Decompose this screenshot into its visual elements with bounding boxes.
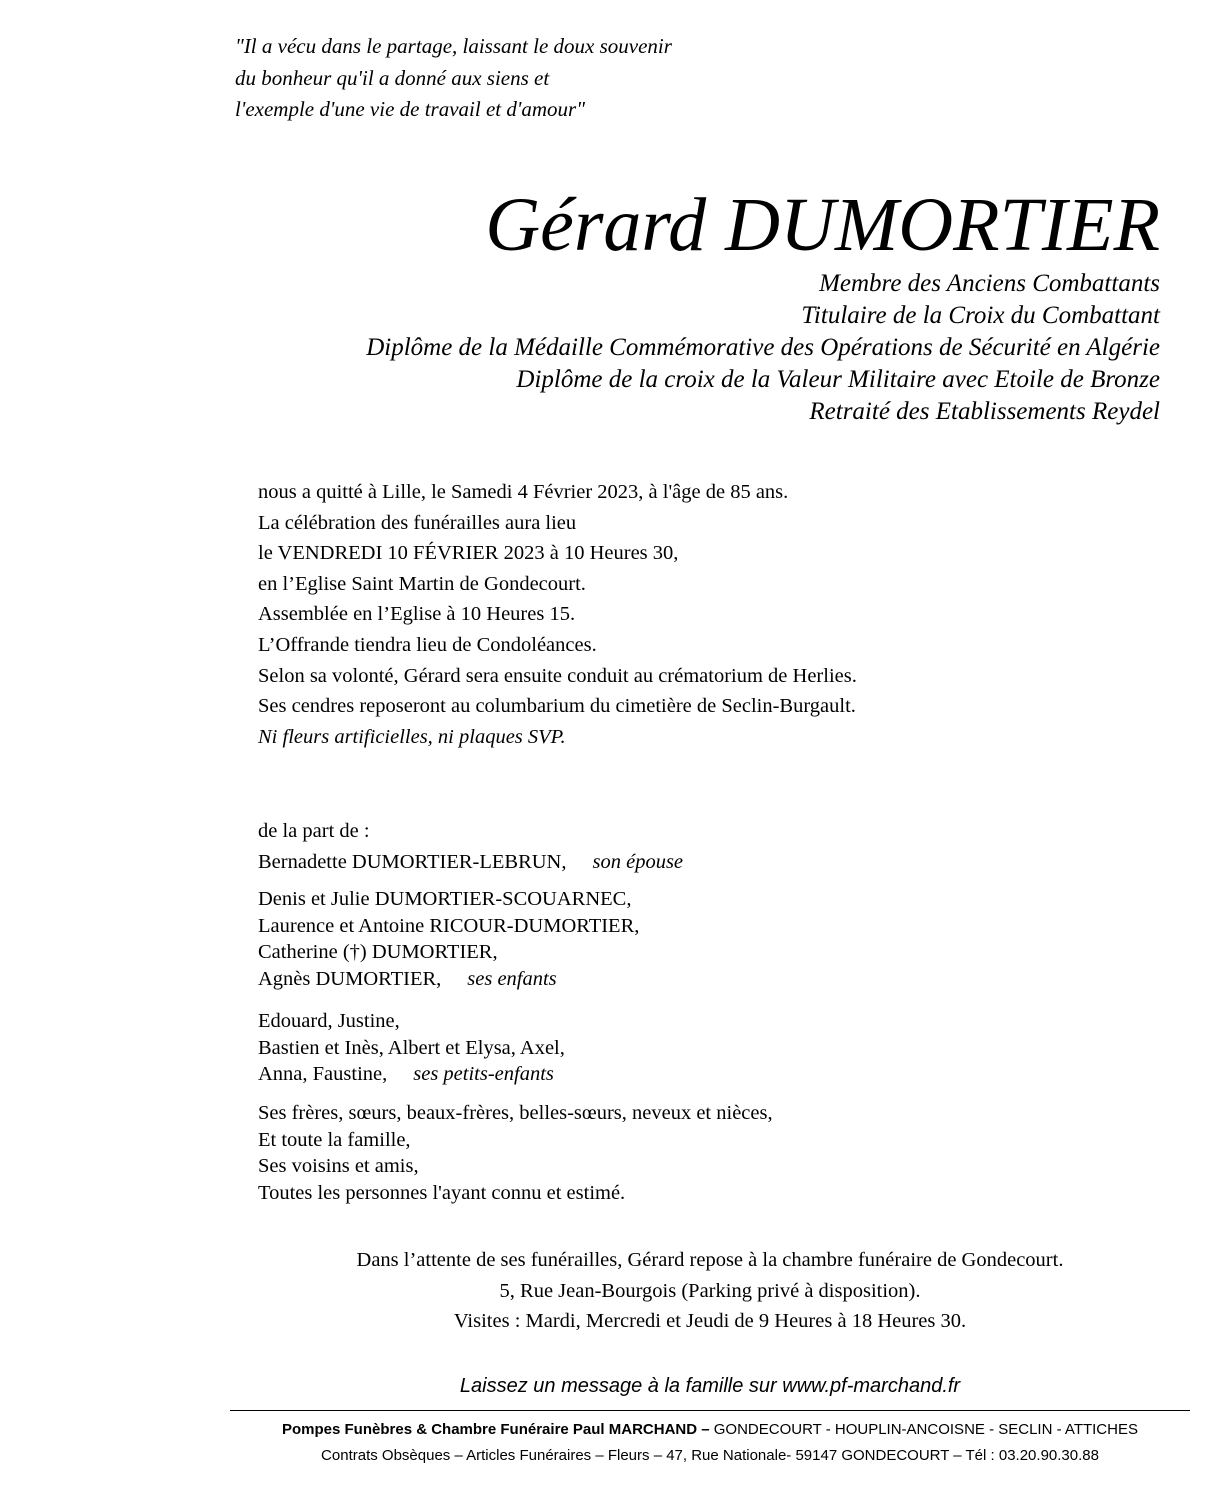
title-line: Diplôme de la Médaille Commémorative des Opérations de Sécurité en Algérie [366, 334, 1160, 361]
child-line: Laurence et Antoine RICOUR-DUMORTIER, [258, 914, 640, 937]
visitation-line: Visites : Mardi, Mercredi et Jeudi de 9 Heures à 18 Heures 30. [453, 1310, 967, 1333]
quote-line: l'exemple d'une vie de travail et d'amour" [235, 97, 586, 121]
child-line: Catherine (†) DUMORTIER, [258, 941, 498, 963]
announcement-line: La célébration des funérailles aura lieu [258, 511, 577, 534]
announcement-line: en l’Eglise Saint Martin de Gondecourt. [258, 572, 586, 595]
family-intro: de la part de : [258, 820, 370, 842]
children-relation: ses enfants [467, 967, 557, 990]
epitaph-quote [235, 31, 672, 126]
family-grandchildren-block [258, 1008, 565, 1088]
announcement-line: L’Offrande tiendra lieu de Condoléances. [258, 633, 597, 656]
condolence-message-link[interactable]: Laissez un message à la famille sur www.pf-marchand.fr [459, 1375, 961, 1397]
title-line: Titulaire de la Croix du Combattant [801, 302, 1160, 329]
quote-line: du bonheur qu'il a donné aux siens et [235, 65, 550, 90]
announcement-line: Ses cendres reposeront au columbarium du cimetière de Seclin-Burgault. [258, 695, 856, 718]
child-line [258, 966, 639, 993]
grandchild-names: Anna, Faustine, [258, 1063, 388, 1085]
child-line: Denis et Julie DUMORTIER-SCOUARNEC, [258, 888, 632, 910]
family-children-block [258, 886, 639, 992]
others-line: Ses voisins et amis, [258, 1155, 419, 1177]
announcement-line: le VENDREDI 10 FÉVRIER 2023 à 10 Heures 30, [258, 542, 679, 565]
others-line: Ses frères, sœurs, beaux-frères, belles-sœurs, neveux et nièces, [258, 1102, 773, 1124]
announcement-line: Assemblée en l’Eglise à 10 Heures 15. [258, 603, 576, 626]
footer-company-line [230, 1417, 1190, 1443]
grandchild-line [258, 1061, 565, 1088]
company-locations: GONDECOURT - HOUPLIN-ANCOISNE - SECLIN - ATTICHES [709, 1421, 1138, 1438]
child-name: Agnès DUMORTIER, [258, 967, 442, 990]
footer-divider [230, 1410, 1190, 1411]
announcement-line: Selon sa volonté, Gérard sera ensuite conduit au crématorium de Herlies. [258, 664, 857, 687]
family-others-block [258, 1100, 773, 1206]
title-line: Retraité des Etablissements Reydel [809, 398, 1160, 425]
spouse-line [258, 847, 683, 878]
deceased-name: Gérard DUMORTIER [485, 183, 1160, 267]
title-line: Membre des Anciens Combattants [819, 270, 1160, 297]
grandchild-line: Bastien et Inès, Albert et Elysa, Axel, [258, 1036, 565, 1059]
family-spouse-block [258, 816, 683, 878]
quote-line: "Il a vécu dans le partage, laissant le doux souvenir [235, 34, 672, 58]
company-name: Pompes Funèbres & Chambre Funéraire Paul MARCHAND – [282, 1421, 710, 1438]
spouse-relation: son épouse [592, 851, 684, 873]
deceased-titles [366, 268, 1160, 428]
visitation-info [230, 1245, 1190, 1337]
footer-services: Contrats Obsèques – Articles Funéraires – Fleurs – 47, Rue Nationale- 59147 GONDECOURT – Tél : 03.20.90.30.88 [321, 1447, 1099, 1464]
grandchildren-relation: ses petits-enfants [413, 1063, 554, 1085]
others-line: Toutes les personnes l'ayant connu et estimé. [258, 1181, 626, 1204]
visitation-line: Dans l’attente de ses funérailles, Gérard repose à la chambre funéraire de Gondecourt. [356, 1249, 1064, 1271]
grandchild-line: Edouard, Justine, [258, 1010, 400, 1032]
title-line: Diplôme de la croix de la Valeur Militaire avec Etoile de Bronze [516, 366, 1160, 393]
announcement-line: nous a quitté à Lille, le Samedi 4 Février 2023, à l'âge de 85 ans. [258, 481, 789, 503]
others-line: Et toute la famille, [258, 1128, 411, 1151]
flowers-note: Ni fleurs artificielles, ni plaques SVP. [258, 725, 566, 748]
visitation-line: 5, Rue Jean-Bourgois (Parking privé à disposition). [499, 1279, 921, 1302]
funeral-announcement [258, 477, 857, 752]
spouse-name: Bernadette DUMORTIER-LEBRUN, [258, 851, 567, 873]
